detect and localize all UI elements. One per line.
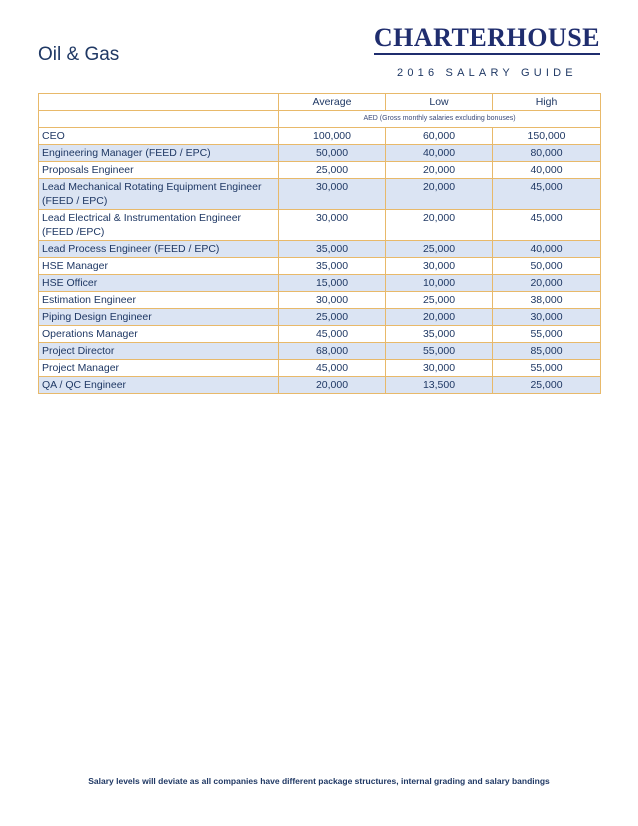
column-header-high: High — [493, 94, 601, 111]
low-cell: 25,000 — [386, 241, 493, 258]
brand-subtitle: 2016 SALARY GUIDE — [397, 67, 577, 79]
high-cell: 38,000 — [493, 292, 601, 309]
role-cell: Lead Process Engineer (FEED / EPC) — [39, 241, 279, 258]
table-row — [39, 326, 601, 343]
high-cell: 30,000 — [493, 309, 601, 326]
role-cell: HSE Manager — [39, 258, 279, 275]
high-cell: 25,000 — [493, 377, 601, 394]
high-cell: 40,000 — [493, 241, 601, 258]
table-row — [39, 258, 601, 275]
role-cell: HSE Officer — [39, 275, 279, 292]
low-cell: 20,000 — [386, 309, 493, 326]
section-title: Oil & Gas — [38, 44, 120, 65]
role-cell: Estimation Engineer — [39, 292, 279, 309]
high-cell: 40,000 — [493, 162, 601, 179]
high-cell: 150,000 — [493, 128, 601, 145]
high-cell: 85,000 — [493, 343, 601, 360]
role-cell: QA / QC Engineer — [39, 377, 279, 394]
table-header-row — [39, 94, 601, 111]
average-cell: 30,000 — [279, 292, 386, 309]
low-cell: 13,500 — [386, 377, 493, 394]
brand-logo-block — [374, 24, 600, 79]
average-cell: 100,000 — [279, 128, 386, 145]
table-row — [39, 377, 601, 394]
table-row — [39, 360, 601, 377]
average-cell: 25,000 — [279, 309, 386, 326]
column-header-average: Average — [279, 94, 386, 111]
role-cell: Engineering Manager (FEED / EPC) — [39, 145, 279, 162]
high-cell: 55,000 — [493, 360, 601, 377]
salary-note: AED (Gross monthly salaries excluding bonuses) — [279, 111, 601, 128]
role-cell: Project Manager — [39, 360, 279, 377]
average-cell: 45,000 — [279, 360, 386, 377]
average-cell: 20,000 — [279, 377, 386, 394]
role-cell: Lead Electrical & Instrumentation Engineer (FEED /EPC) — [39, 210, 279, 241]
table-row — [39, 162, 601, 179]
column-header-role — [39, 94, 279, 111]
column-header-low: Low — [386, 94, 493, 111]
low-cell: 30,000 — [386, 360, 493, 377]
table-row — [39, 128, 601, 145]
table-row — [39, 145, 601, 162]
average-cell: 30,000 — [279, 210, 386, 241]
average-cell: 50,000 — [279, 145, 386, 162]
average-cell: 35,000 — [279, 241, 386, 258]
low-cell: 40,000 — [386, 145, 493, 162]
table-row — [39, 292, 601, 309]
low-cell: 20,000 — [386, 179, 493, 210]
average-cell: 25,000 — [279, 162, 386, 179]
low-cell: 25,000 — [386, 292, 493, 309]
note-spacer — [39, 111, 279, 128]
average-cell: 30,000 — [279, 179, 386, 210]
table-row — [39, 343, 601, 360]
low-cell: 60,000 — [386, 128, 493, 145]
high-cell: 80,000 — [493, 145, 601, 162]
high-cell: 50,000 — [493, 258, 601, 275]
table-row — [39, 309, 601, 326]
table-row — [39, 179, 601, 210]
average-cell: 68,000 — [279, 343, 386, 360]
low-cell: 35,000 — [386, 326, 493, 343]
table-row — [39, 210, 601, 241]
low-cell: 20,000 — [386, 210, 493, 241]
high-cell: 45,000 — [493, 210, 601, 241]
table-row — [39, 275, 601, 292]
table-note-row — [39, 111, 601, 128]
role-cell: Operations Manager — [39, 326, 279, 343]
average-cell: 15,000 — [279, 275, 386, 292]
role-cell: Piping Design Engineer — [39, 309, 279, 326]
brand-logo: CHARTERHOUSE — [374, 24, 600, 55]
role-cell: Lead Mechanical Rotating Equipment Engineer (FEED / EPC) — [39, 179, 279, 210]
low-cell: 30,000 — [386, 258, 493, 275]
average-cell: 35,000 — [279, 258, 386, 275]
role-cell: Project Director — [39, 343, 279, 360]
footer-disclaimer: Salary levels will deviate as all companies have different package structures, internal grading and salary bandings — [88, 776, 550, 786]
average-cell: 45,000 — [279, 326, 386, 343]
low-cell: 55,000 — [386, 343, 493, 360]
low-cell: 10,000 — [386, 275, 493, 292]
high-cell: 55,000 — [493, 326, 601, 343]
high-cell: 20,000 — [493, 275, 601, 292]
role-cell: CEO — [39, 128, 279, 145]
role-cell: Proposals Engineer — [39, 162, 279, 179]
salary-table — [38, 93, 601, 394]
low-cell: 20,000 — [386, 162, 493, 179]
high-cell: 45,000 — [493, 179, 601, 210]
table-row — [39, 241, 601, 258]
